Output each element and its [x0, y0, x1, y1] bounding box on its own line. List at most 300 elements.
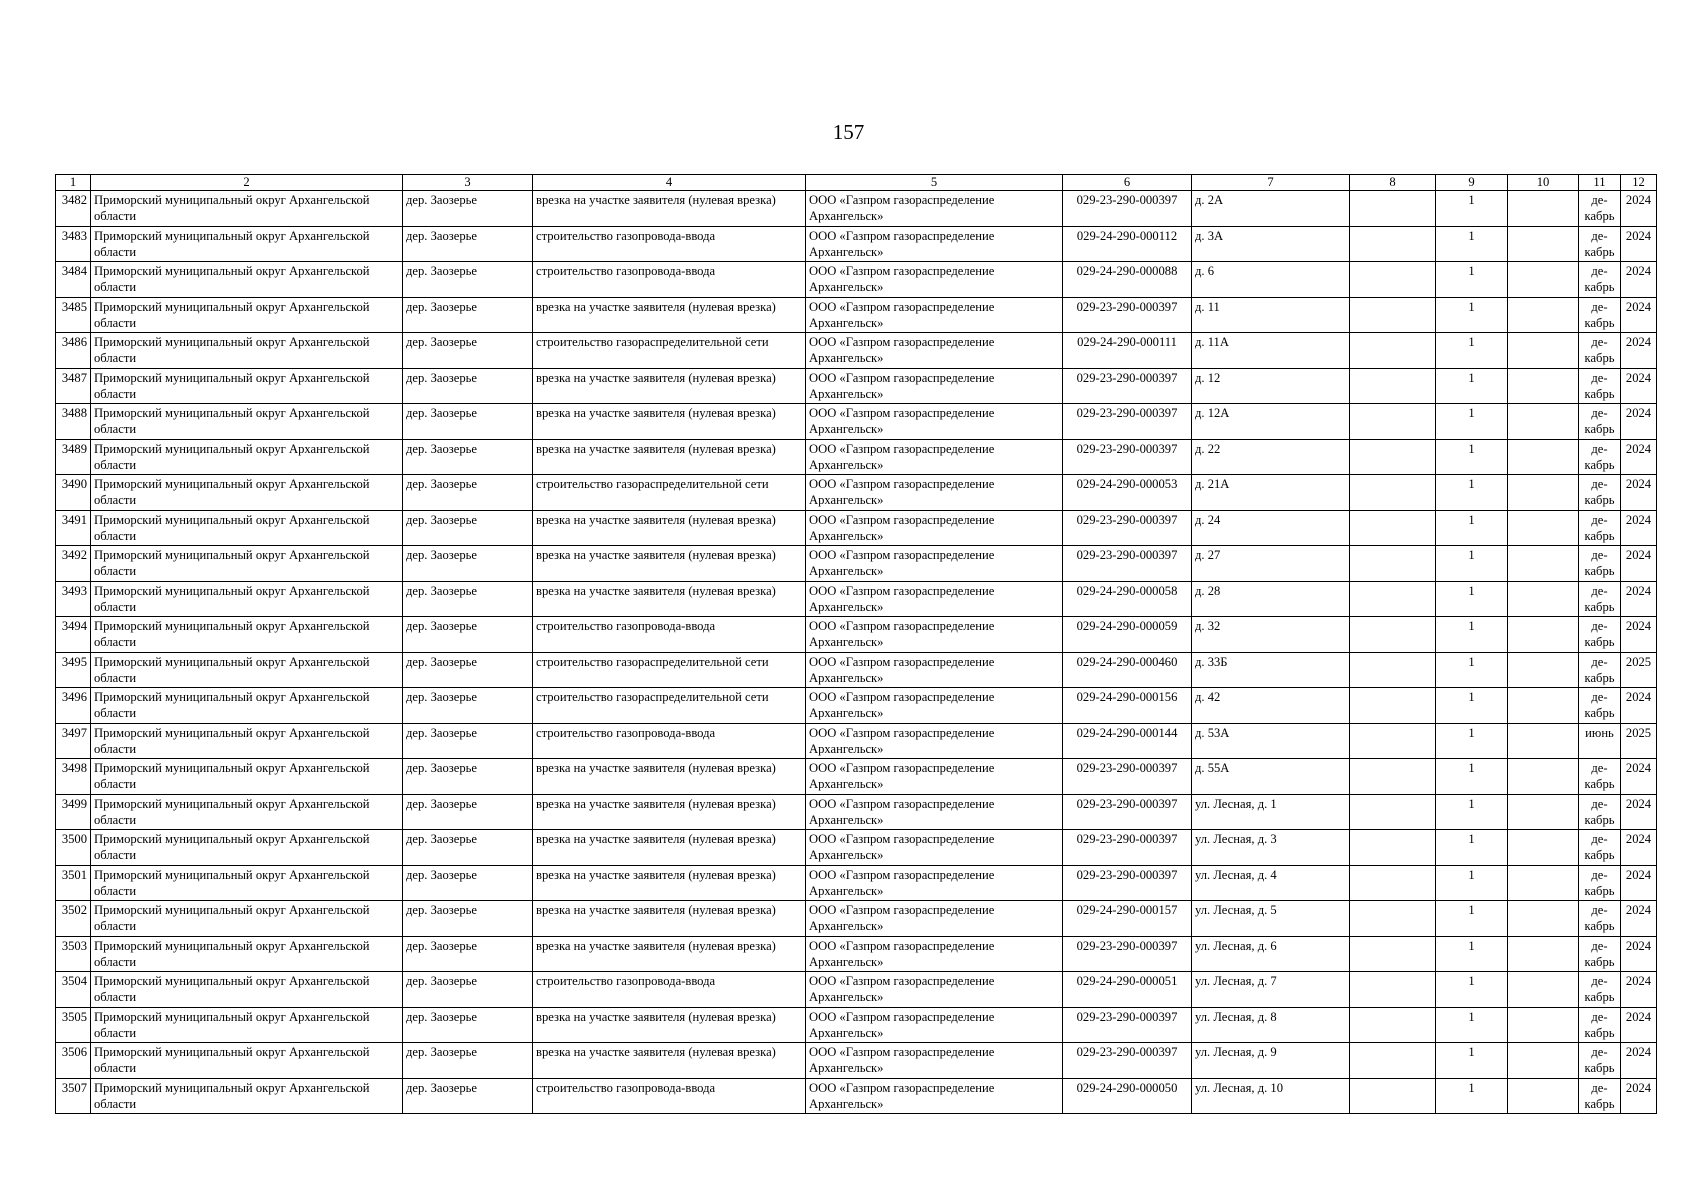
work-type-cell: врезка на участке заявителя (нулевая врезка)	[533, 546, 806, 582]
program-code-cell: 029-23-290-000397	[1063, 936, 1192, 972]
table-row	[56, 794, 1657, 830]
program-code-cell: 029-23-290-000397	[1063, 510, 1192, 546]
column-10-cell	[1508, 333, 1579, 369]
operator-cell: ООО «Газпром газораспределение Архангельск»	[806, 936, 1063, 972]
column-header: 9	[1436, 175, 1508, 191]
column-10-cell	[1508, 1078, 1579, 1114]
column-8-cell	[1350, 901, 1436, 937]
operator-cell: ООО «Газпром газораспределение Архангельск»	[806, 439, 1063, 475]
address-cell: д. 53А	[1192, 723, 1350, 759]
month-cell: де-кабрь	[1579, 972, 1621, 1008]
month-cell: де-кабрь	[1579, 1078, 1621, 1114]
work-type-cell: строительство газораспределительной сети	[533, 688, 806, 724]
work-type-cell: строительство газопровода-ввода	[533, 723, 806, 759]
settlement-cell: дер. Заозерье	[403, 475, 533, 511]
settlement-cell: дер. Заозерье	[403, 333, 533, 369]
column-9-cell: 1	[1436, 936, 1508, 972]
settlement-cell: дер. Заозерье	[403, 688, 533, 724]
program-code-cell: 029-23-290-000397	[1063, 368, 1192, 404]
operator-cell: ООО «Газпром газораспределение Архангельск»	[806, 226, 1063, 262]
work-type-cell: врезка на участке заявителя (нулевая врезка)	[533, 794, 806, 830]
municipality-cell: Приморский муниципальный округ Архангельской области	[91, 262, 403, 298]
month-cell: де-кабрь	[1579, 794, 1621, 830]
municipality-cell: Приморский муниципальный округ Архангельской области	[91, 368, 403, 404]
column-10-cell	[1508, 262, 1579, 298]
column-10-cell	[1508, 936, 1579, 972]
row-number: 3496	[56, 688, 91, 724]
column-9-cell: 1	[1436, 1043, 1508, 1079]
column-10-cell	[1508, 794, 1579, 830]
operator-cell: ООО «Газпром газораспределение Архангельск»	[806, 191, 1063, 227]
month-cell: де-кабрь	[1579, 759, 1621, 795]
column-9-cell: 1	[1436, 723, 1508, 759]
column-8-cell	[1350, 617, 1436, 653]
settlement-cell: дер. Заозерье	[403, 297, 533, 333]
program-code-cell: 029-23-290-000397	[1063, 830, 1192, 866]
row-number: 3504	[56, 972, 91, 1008]
column-8-cell	[1350, 581, 1436, 617]
year-cell: 2024	[1621, 439, 1657, 475]
program-code-cell: 029-24-290-000051	[1063, 972, 1192, 1008]
operator-cell: ООО «Газпром газораспределение Архангельск»	[806, 830, 1063, 866]
column-8-cell	[1350, 404, 1436, 440]
table-row	[56, 368, 1657, 404]
row-number: 3498	[56, 759, 91, 795]
month-cell: де-кабрь	[1579, 191, 1621, 227]
table-row	[56, 333, 1657, 369]
table-row	[56, 297, 1657, 333]
year-cell: 2024	[1621, 794, 1657, 830]
work-type-cell: врезка на участке заявителя (нулевая врезка)	[533, 581, 806, 617]
table-row	[56, 688, 1657, 724]
column-9-cell: 1	[1436, 546, 1508, 582]
column-8-cell	[1350, 936, 1436, 972]
month-cell: де-кабрь	[1579, 510, 1621, 546]
work-type-cell: строительство газораспределительной сети	[533, 333, 806, 369]
operator-cell: ООО «Газпром газораспределение Архангельск»	[806, 688, 1063, 724]
address-cell: д. 32	[1192, 617, 1350, 653]
work-type-cell: врезка на участке заявителя (нулевая врезка)	[533, 510, 806, 546]
column-8-cell	[1350, 226, 1436, 262]
column-9-cell: 1	[1436, 262, 1508, 298]
work-type-cell: врезка на участке заявителя (нулевая врезка)	[533, 297, 806, 333]
row-number: 3494	[56, 617, 91, 653]
table-row	[56, 936, 1657, 972]
column-9-cell: 1	[1436, 794, 1508, 830]
municipality-cell: Приморский муниципальный округ Архангельской области	[91, 652, 403, 688]
month-cell: де-кабрь	[1579, 865, 1621, 901]
column-header: 4	[533, 175, 806, 191]
address-cell: ул. Лесная, д. 6	[1192, 936, 1350, 972]
address-cell: д. 22	[1192, 439, 1350, 475]
operator-cell: ООО «Газпром газораспределение Архангельск»	[806, 1043, 1063, 1079]
program-code-cell: 029-24-290-000088	[1063, 262, 1192, 298]
municipality-cell: Приморский муниципальный округ Архангельской области	[91, 759, 403, 795]
municipality-cell: Приморский муниципальный округ Архангельской области	[91, 1078, 403, 1114]
program-code-cell: 029-23-290-000397	[1063, 546, 1192, 582]
municipality-cell: Приморский муниципальный округ Архангельской области	[91, 546, 403, 582]
column-10-cell	[1508, 1043, 1579, 1079]
municipality-cell: Приморский муниципальный округ Архангельской области	[91, 865, 403, 901]
work-type-cell: врезка на участке заявителя (нулевая врезка)	[533, 936, 806, 972]
month-cell: де-кабрь	[1579, 652, 1621, 688]
settlement-cell: дер. Заозерье	[403, 368, 533, 404]
column-8-cell	[1350, 972, 1436, 1008]
operator-cell: ООО «Газпром газораспределение Архангельск»	[806, 1007, 1063, 1043]
column-9-cell: 1	[1436, 1078, 1508, 1114]
year-cell: 2024	[1621, 901, 1657, 937]
month-cell: де-кабрь	[1579, 439, 1621, 475]
table-row	[56, 1043, 1657, 1079]
address-cell: ул. Лесная, д. 10	[1192, 1078, 1350, 1114]
program-code-cell: 029-23-290-000397	[1063, 404, 1192, 440]
row-number: 3501	[56, 865, 91, 901]
row-number: 3502	[56, 901, 91, 937]
row-number: 3490	[56, 475, 91, 511]
column-header: 1	[56, 175, 91, 191]
column-9-cell: 1	[1436, 1007, 1508, 1043]
year-cell: 2024	[1621, 262, 1657, 298]
work-type-cell: строительство газораспределительной сети	[533, 475, 806, 511]
month-cell: де-кабрь	[1579, 368, 1621, 404]
municipality-cell: Приморский муниципальный округ Архангельской области	[91, 1043, 403, 1079]
municipality-cell: Приморский муниципальный округ Архангельской области	[91, 510, 403, 546]
column-8-cell	[1350, 652, 1436, 688]
operator-cell: ООО «Газпром газораспределение Архангельск»	[806, 368, 1063, 404]
column-9-cell: 1	[1436, 865, 1508, 901]
address-cell: ул. Лесная, д. 8	[1192, 1007, 1350, 1043]
row-number: 3488	[56, 404, 91, 440]
settlement-cell: дер. Заозерье	[403, 439, 533, 475]
work-type-cell: врезка на участке заявителя (нулевая врезка)	[533, 368, 806, 404]
row-number: 3500	[56, 830, 91, 866]
municipality-cell: Приморский муниципальный округ Архангельской области	[91, 475, 403, 511]
address-cell: д. 28	[1192, 581, 1350, 617]
address-cell: д. 33Б	[1192, 652, 1350, 688]
row-number: 3499	[56, 794, 91, 830]
municipality-cell: Приморский муниципальный округ Архангельской области	[91, 617, 403, 653]
table-row	[56, 475, 1657, 511]
table-row	[56, 546, 1657, 582]
municipality-cell: Приморский муниципальный округ Архангельской области	[91, 723, 403, 759]
address-cell: д. 2А	[1192, 191, 1350, 227]
row-number: 3505	[56, 1007, 91, 1043]
column-9-cell: 1	[1436, 581, 1508, 617]
column-9-cell: 1	[1436, 404, 1508, 440]
operator-cell: ООО «Газпром газораспределение Архангельск»	[806, 404, 1063, 440]
municipality-cell: Приморский муниципальный округ Архангельской области	[91, 794, 403, 830]
operator-cell: ООО «Газпром газораспределение Архангельск»	[806, 972, 1063, 1008]
row-number: 3503	[56, 936, 91, 972]
address-cell: д. 42	[1192, 688, 1350, 724]
month-cell: июнь	[1579, 723, 1621, 759]
work-type-cell: строительство газопровода-ввода	[533, 226, 806, 262]
column-9-cell: 1	[1436, 368, 1508, 404]
year-cell: 2024	[1621, 226, 1657, 262]
settlement-cell: дер. Заозерье	[403, 794, 533, 830]
year-cell: 2024	[1621, 475, 1657, 511]
month-cell: де-кабрь	[1579, 546, 1621, 582]
row-number: 3506	[56, 1043, 91, 1079]
month-cell: де-кабрь	[1579, 475, 1621, 511]
settlement-cell: дер. Заозерье	[403, 546, 533, 582]
column-9-cell: 1	[1436, 901, 1508, 937]
work-type-cell: врезка на участке заявителя (нулевая врезка)	[533, 1007, 806, 1043]
settlement-cell: дер. Заозерье	[403, 617, 533, 653]
column-10-cell	[1508, 652, 1579, 688]
column-8-cell	[1350, 1007, 1436, 1043]
column-header: 2	[91, 175, 403, 191]
month-cell: де-кабрь	[1579, 936, 1621, 972]
column-8-cell	[1350, 262, 1436, 298]
column-8-cell	[1350, 510, 1436, 546]
column-header: 10	[1508, 175, 1579, 191]
municipality-cell: Приморский муниципальный округ Архангельской области	[91, 936, 403, 972]
month-cell: де-кабрь	[1579, 297, 1621, 333]
row-number: 3483	[56, 226, 91, 262]
year-cell: 2024	[1621, 333, 1657, 369]
operator-cell: ООО «Газпром газораспределение Архангельск»	[806, 1078, 1063, 1114]
program-code-cell: 029-23-290-000397	[1063, 297, 1192, 333]
month-cell: де-кабрь	[1579, 581, 1621, 617]
column-8-cell	[1350, 475, 1436, 511]
column-10-cell	[1508, 191, 1579, 227]
column-10-cell	[1508, 972, 1579, 1008]
column-10-cell	[1508, 404, 1579, 440]
table-row	[56, 226, 1657, 262]
table-row	[56, 652, 1657, 688]
program-code-cell: 029-24-290-000111	[1063, 333, 1192, 369]
municipality-cell: Приморский муниципальный округ Архангельской области	[91, 830, 403, 866]
column-10-cell	[1508, 688, 1579, 724]
column-10-cell	[1508, 368, 1579, 404]
column-10-cell	[1508, 226, 1579, 262]
column-header: 12	[1621, 175, 1657, 191]
address-cell: д. 27	[1192, 546, 1350, 582]
year-cell: 2024	[1621, 404, 1657, 440]
municipality-cell: Приморский муниципальный округ Архангельской области	[91, 972, 403, 1008]
operator-cell: ООО «Газпром газораспределение Архангельск»	[806, 333, 1063, 369]
register-table	[55, 174, 1657, 1114]
operator-cell: ООО «Газпром газораспределение Архангельск»	[806, 617, 1063, 653]
column-10-cell	[1508, 546, 1579, 582]
operator-cell: ООО «Газпром газораспределение Архангельск»	[806, 865, 1063, 901]
program-code-cell: 029-23-290-000397	[1063, 439, 1192, 475]
year-cell: 2024	[1621, 936, 1657, 972]
column-header: 3	[403, 175, 533, 191]
month-cell: де-кабрь	[1579, 901, 1621, 937]
table-row	[56, 1078, 1657, 1114]
year-cell: 2024	[1621, 368, 1657, 404]
table-row	[56, 759, 1657, 795]
year-cell: 2024	[1621, 1007, 1657, 1043]
table-row	[56, 972, 1657, 1008]
operator-cell: ООО «Газпром газораспределение Архангельск»	[806, 723, 1063, 759]
row-number: 3493	[56, 581, 91, 617]
table-row	[56, 1007, 1657, 1043]
program-code-cell: 029-23-290-000397	[1063, 191, 1192, 227]
address-cell: д. 12А	[1192, 404, 1350, 440]
operator-cell: ООО «Газпром газораспределение Архангельск»	[806, 510, 1063, 546]
column-10-cell	[1508, 297, 1579, 333]
settlement-cell: дер. Заозерье	[403, 581, 533, 617]
column-8-cell	[1350, 191, 1436, 227]
column-9-cell: 1	[1436, 652, 1508, 688]
settlement-cell: дер. Заозерье	[403, 262, 533, 298]
row-number: 3485	[56, 297, 91, 333]
row-number: 3487	[56, 368, 91, 404]
column-header: 8	[1350, 175, 1436, 191]
year-cell: 2024	[1621, 759, 1657, 795]
column-10-cell	[1508, 475, 1579, 511]
work-type-cell: строительство газопровода-ввода	[533, 972, 806, 1008]
municipality-cell: Приморский муниципальный округ Архангельской области	[91, 581, 403, 617]
operator-cell: ООО «Газпром газораспределение Архангельск»	[806, 546, 1063, 582]
work-type-cell: врезка на участке заявителя (нулевая врезка)	[533, 759, 806, 795]
column-10-cell	[1508, 865, 1579, 901]
row-number: 3491	[56, 510, 91, 546]
table-row	[56, 581, 1657, 617]
column-10-cell	[1508, 617, 1579, 653]
municipality-cell: Приморский муниципальный округ Архангельской области	[91, 333, 403, 369]
column-header: 7	[1192, 175, 1350, 191]
column-10-cell	[1508, 510, 1579, 546]
column-8-cell	[1350, 1043, 1436, 1079]
column-8-cell	[1350, 333, 1436, 369]
column-9-cell: 1	[1436, 297, 1508, 333]
column-9-cell: 1	[1436, 439, 1508, 475]
settlement-cell: дер. Заозерье	[403, 759, 533, 795]
column-10-cell	[1508, 901, 1579, 937]
column-9-cell: 1	[1436, 688, 1508, 724]
address-cell: д. 6	[1192, 262, 1350, 298]
column-10-cell	[1508, 830, 1579, 866]
address-cell: ул. Лесная, д. 3	[1192, 830, 1350, 866]
municipality-cell: Приморский муниципальный округ Архангельской области	[91, 404, 403, 440]
address-cell: д. 24	[1192, 510, 1350, 546]
year-cell: 2024	[1621, 546, 1657, 582]
column-header: 6	[1063, 175, 1192, 191]
settlement-cell: дер. Заозерье	[403, 1007, 533, 1043]
column-8-cell	[1350, 794, 1436, 830]
column-9-cell: 1	[1436, 759, 1508, 795]
work-type-cell: врезка на участке заявителя (нулевая врезка)	[533, 901, 806, 937]
operator-cell: ООО «Газпром газораспределение Архангельск»	[806, 262, 1063, 298]
program-code-cell: 029-23-290-000397	[1063, 794, 1192, 830]
work-type-cell: врезка на участке заявителя (нулевая врезка)	[533, 191, 806, 227]
address-cell: ул. Лесная, д. 1	[1192, 794, 1350, 830]
program-code-cell: 029-24-290-000058	[1063, 581, 1192, 617]
column-10-cell	[1508, 1007, 1579, 1043]
program-code-cell: 029-24-290-000050	[1063, 1078, 1192, 1114]
year-cell: 2025	[1621, 723, 1657, 759]
program-code-cell: 029-23-290-000397	[1063, 1043, 1192, 1079]
row-number: 3497	[56, 723, 91, 759]
settlement-cell: дер. Заозерье	[403, 901, 533, 937]
program-code-cell: 029-24-290-000059	[1063, 617, 1192, 653]
work-type-cell: строительство газопровода-ввода	[533, 1078, 806, 1114]
year-cell: 2024	[1621, 1043, 1657, 1079]
settlement-cell: дер. Заозерье	[403, 972, 533, 1008]
table-row	[56, 723, 1657, 759]
column-10-cell	[1508, 723, 1579, 759]
column-8-cell	[1350, 865, 1436, 901]
address-cell: д. 11	[1192, 297, 1350, 333]
work-type-cell: врезка на участке заявителя (нулевая врезка)	[533, 439, 806, 475]
program-code-cell: 029-24-290-000112	[1063, 226, 1192, 262]
column-9-cell: 1	[1436, 226, 1508, 262]
program-code-cell: 029-23-290-000397	[1063, 1007, 1192, 1043]
year-cell: 2024	[1621, 581, 1657, 617]
column-10-cell	[1508, 759, 1579, 795]
year-cell: 2024	[1621, 1078, 1657, 1114]
column-8-cell	[1350, 1078, 1436, 1114]
year-cell: 2025	[1621, 652, 1657, 688]
month-cell: де-кабрь	[1579, 830, 1621, 866]
work-type-cell: строительство газораспределительной сети	[533, 652, 806, 688]
work-type-cell: врезка на участке заявителя (нулевая врезка)	[533, 865, 806, 901]
table-row	[56, 191, 1657, 227]
month-cell: де-кабрь	[1579, 1043, 1621, 1079]
year-cell: 2024	[1621, 865, 1657, 901]
program-code-cell: 029-24-290-000157	[1063, 901, 1192, 937]
municipality-cell: Приморский муниципальный округ Архангельской области	[91, 297, 403, 333]
settlement-cell: дер. Заозерье	[403, 1078, 533, 1114]
column-10-cell	[1508, 439, 1579, 475]
year-cell: 2024	[1621, 297, 1657, 333]
month-cell: де-кабрь	[1579, 688, 1621, 724]
month-cell: де-кабрь	[1579, 333, 1621, 369]
row-number: 3484	[56, 262, 91, 298]
work-type-cell: строительство газопровода-ввода	[533, 617, 806, 653]
row-number: 3486	[56, 333, 91, 369]
year-cell: 2024	[1621, 688, 1657, 724]
municipality-cell: Приморский муниципальный округ Архангельской области	[91, 1007, 403, 1043]
address-cell: д. 55А	[1192, 759, 1350, 795]
program-code-cell: 029-24-290-000144	[1063, 723, 1192, 759]
municipality-cell: Приморский муниципальный округ Архангельской области	[91, 901, 403, 937]
column-9-cell: 1	[1436, 191, 1508, 227]
program-code-cell: 029-24-290-000460	[1063, 652, 1192, 688]
column-8-cell	[1350, 368, 1436, 404]
table-row	[56, 865, 1657, 901]
table-row	[56, 830, 1657, 866]
column-8-cell	[1350, 297, 1436, 333]
column-9-cell: 1	[1436, 972, 1508, 1008]
address-cell: ул. Лесная, д. 9	[1192, 1043, 1350, 1079]
row-number: 3492	[56, 546, 91, 582]
work-type-cell: строительство газопровода-ввода	[533, 262, 806, 298]
settlement-cell: дер. Заозерье	[403, 865, 533, 901]
address-cell: д. 11А	[1192, 333, 1350, 369]
program-code-cell: 029-24-290-000053	[1063, 475, 1192, 511]
operator-cell: ООО «Газпром газораспределение Архангельск»	[806, 901, 1063, 937]
column-9-cell: 1	[1436, 475, 1508, 511]
settlement-cell: дер. Заозерье	[403, 936, 533, 972]
column-8-cell	[1350, 830, 1436, 866]
settlement-cell: дер. Заозерье	[403, 510, 533, 546]
month-cell: де-кабрь	[1579, 617, 1621, 653]
municipality-cell: Приморский муниципальный округ Архангельской области	[91, 688, 403, 724]
year-cell: 2024	[1621, 617, 1657, 653]
settlement-cell: дер. Заозерье	[403, 404, 533, 440]
operator-cell: ООО «Газпром газораспределение Архангельск»	[806, 759, 1063, 795]
settlement-cell: дер. Заозерье	[403, 226, 533, 262]
year-cell: 2024	[1621, 191, 1657, 227]
table-row	[56, 617, 1657, 653]
operator-cell: ООО «Газпром газораспределение Архангельск»	[806, 297, 1063, 333]
month-cell: де-кабрь	[1579, 404, 1621, 440]
